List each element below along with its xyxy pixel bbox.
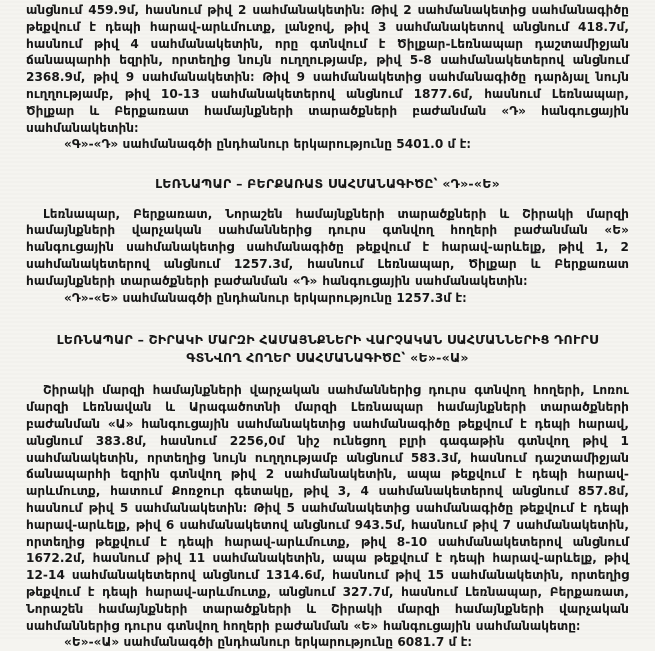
boundary-paragraph-e-a: Շիրակի մարզի համայնքների վարչական սահմաններից դուրս գտնվող հողերի, Լոռու մարզի Լեռնավան և Արագածոտնի մարզի Լեռնապար համայնքների տարածքների բաժանման «Ա» հանգուցային սահմանակետից սահմանագիծը թեքվում է դեպի հարավ, անցնում 383.8մ, հասնում 2256,0մ նիշ ունեցող բլրի գագաթին գտնվող թիվ 1 սահմանակետին, որտեղից նույն ուղղությամբ անցնում 583.3մ, հասնում դաշտամիջյան ճանապարհի եզրին գտնվող թիվ 2 սահմանակետին, ապա թեքվում է դեպի հարավ-արևմուտք, հատում Քոռջուր գետակը, թիվ 3, 4 սահմանակետերով անցնում 857.8մ, հասնում թիվ 5 սահմանակետին։ Թիվ 5 սահմանակետից սահմանագիծը թեքվում է դեպի հարավ-արևելք, թիվ 6 սահմանակետով անցնում 943.5մ, հասնում թիվ 7 սահմանակետին, որտեղից թեքվում է դեպի հարավ-արևմուտք, թիվ 8-10 սահմանակետերով անցնում 1672.2մ, հասնում թիվ 11 սահմանակետին, ապա թեքվում է դեպի հարավ-արևելք, թիվ 12-14 սահմանակետերով անցնում 1314.6մ, հասնում թիվ 15 սահմանակետին, որտեղից թեքվում է դեպի հարավ-արևմուտք, անցնում 327.7մ, հասնում Լեռնապար, Բերքառատ, Նորաշեն համայնքների տարածքների և Շիրակի մարզի համայնքների վարչական սահմաններից դուրս գտնվող հողերի բաժանման «Ե» հանգուցային սահմանակետը։	[26, 383, 629, 633]
boundary-paragraph-d-e: Լեռնապար, Բերքառատ, Նորաշեն համայնքների տարածքների և Շիրակի մարզի համայնքների վարչական սահմաններից դուրս գտնվող հողերի բաժանման «Ե» հանգուցային սահմանակետից սահմանագիծը թեքվում է հարավ-արևելք, թիվ 1, 2 սահմանակետերով անցնում 1257.3մ, հասնում Լեռնապար, Ծիլքար և Բերքառատ համայնքների տարածքների բաժանման «Դ» հանգուցային սահմանակետին։	[26, 206, 629, 288]
section-heading-lernapar-berkarat: ԼԵՌՆԱՊԱՐ – ԲԵՐՔԱՌԱՏ ՍԱՀՄԱՆԱԳԻԾԸ՝ «Դ»-«Ե»	[155, 176, 500, 192]
boundary-paragraph-g-d: անցնում 459.9մ, հասնում թիվ 2 սահմանակետին։ Թիվ 2 սահմանակետից սահմանագիծը թեքվում է դեպի հարավ-արևմուտք, լանջով, թիվ 3 սահմանակետով անցնում 418.7մ, հասնում թիվ 4 սահմանակետին, որը գտնվում է Ծիլքար-Լեռնապար դաշտամիջյան ճանապարհի եզրին, որտեղից նույն ուղղությամբ, թիվ 5-8 սահմանակետերով անցնում 2368.9մ, թիվ 9 սահմանակետին։ Թիվ 9 սահմանակետից սահմանագիծը դարձյալ նույն ուղղությամբ, թիվ 10-13 սահմանակետերով անցնում 1877.6մ, հասնում Լեռնապար, Ծիլքար և Բերքառատ համայնքների տարածքների բաժանման «Դ» հանգուցային սահմանակետին։	[26, 3, 629, 135]
length-summary-e-a: «Ե»-«Ա» սահմանագծի ընդհանուր երկարությունը 6081.7 մ է։	[64, 635, 472, 650]
section-heading-lernapar-shirak: ԼԵՌՆԱՊԱՐ – ՇԻՐԱԿԻ ՄԱՐԶԻ ՀԱՄԱՅՆՔՆԵՐԻ ՎԱՐՉԱԿԱՆ ՍԱՀՄԱՆՆԵՐԻՑ ԴՈՒՐՍ ԳՏՆՎՈՂ ՀՈՂԵՐ ՍԱՀՄԱՆԱԳԻԾԸ՝ «Ե»-«Ա»	[56, 332, 599, 365]
length-summary-g-d: «Գ»-«Դ» սահմանագծի ընդհանուր երկարությունը 5401.0 մ է։	[64, 137, 471, 152]
length-summary-d-e: «Դ»-«Ե» սահմանագծի ընդհանուր երկարությունը 1257.3մ է։	[64, 290, 467, 305]
